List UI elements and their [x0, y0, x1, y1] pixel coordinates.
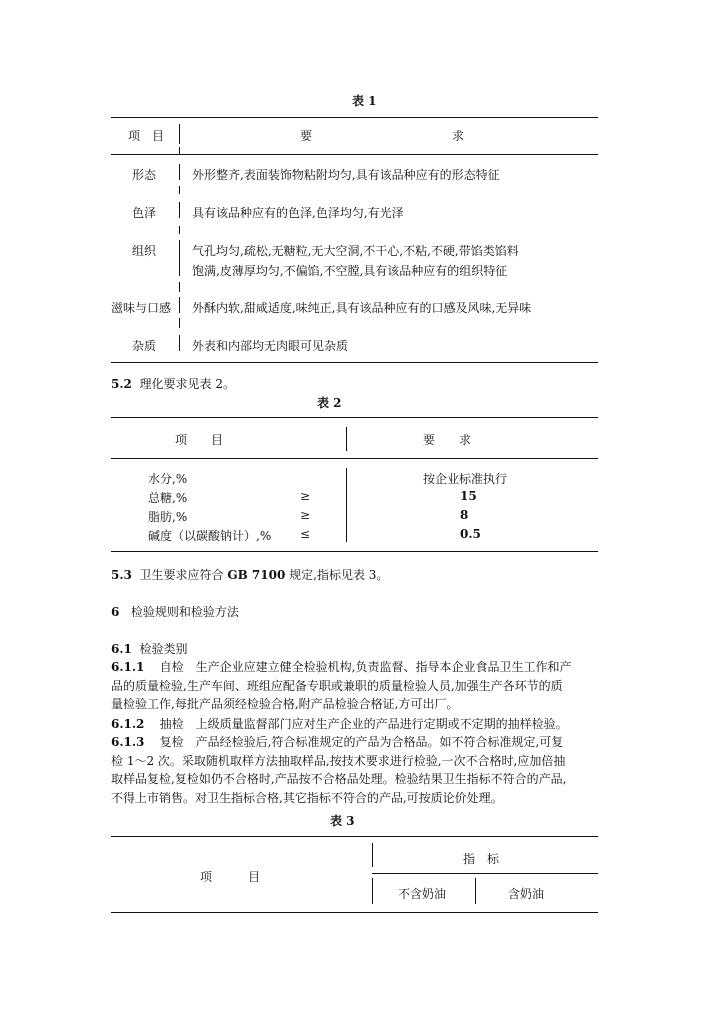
clause-6-1-3: [111, 733, 611, 807]
table1-row-item: 色泽: [132, 206, 157, 220]
table2-row-item: 脂肪,%: [148, 510, 188, 524]
standard-ref: GB 7100: [227, 568, 286, 582]
table3-col-divider: [372, 878, 373, 904]
table1-col-divider: [179, 335, 180, 351]
table2-row-value: 按企业标准执行: [423, 472, 508, 486]
table3-col-divider: [475, 878, 476, 904]
clause-5-2: [111, 375, 235, 392]
table2-row-item: 水分,%: [148, 472, 188, 486]
table2-header-item: 项 目: [175, 433, 224, 447]
table1-col-divider: [179, 147, 180, 155]
table2-bottom-rule: [111, 551, 598, 552]
table1-col-divider: [179, 164, 180, 180]
table1-row-text: 气孔均匀,疏松,无糖粒,无大空洞,不干心,不粘,不硬,带馅类馅料: [192, 244, 519, 258]
table1-row-text: 外酥内软,甜咸适度,味纯正,具有该品种应有的口感及风味,无异味: [192, 301, 532, 315]
table2-header-req: 要 求: [423, 433, 472, 447]
table1-col-divider: [179, 124, 180, 144]
clause-number: 6.1.2: [111, 717, 145, 731]
table3-subheader-rule: [372, 873, 598, 874]
clause-text: 规定,指标见表 3。: [285, 568, 389, 582]
table3-header-rule: [111, 912, 598, 913]
clause-line: 复检 产品经检验后,符合标准规定的产品为合格品。如不符合标准规定,可复: [159, 735, 564, 749]
clause-line: 检 1～2 次。采取随机取样方法抽取样品,按技术要求进行检验,一次不合格时,应加倍抽: [111, 753, 566, 768]
table1-col-divider: [179, 186, 180, 194]
table3-header-col-b: 含奶油: [508, 887, 545, 901]
table1-header-rule: [111, 154, 598, 155]
clause-number: 5.2: [111, 377, 132, 391]
table1-col-divider: [179, 318, 180, 328]
clause-5-3: [111, 566, 388, 583]
table2-row-op: ≤: [300, 527, 311, 541]
table2-top-rule: [111, 417, 598, 418]
table2-row-value: 0.5: [460, 527, 481, 541]
table2-row-item: 总糖,%: [148, 491, 188, 505]
table2-row-item: 碱度（以碳酸钠计）,%: [148, 529, 272, 543]
table1-row-text: 外表和内部均无肉眼可见杂质: [192, 339, 349, 353]
table2-row-value: 8: [460, 508, 469, 522]
clause-number: 6.1.1: [111, 660, 145, 674]
clause-6-1-1: [111, 658, 611, 714]
clause-title: 检验类别: [139, 642, 188, 656]
clause-line: 取样品复检,复检如仍不合格时,产品按不合格品处理。检验结果卫生指标不符合的产品,: [111, 772, 567, 786]
clause-number: 6.1.3: [111, 735, 145, 749]
clause-line: 量检验工作,每批产品须经检验合格,附产品检验合格证,方可出厂。: [111, 697, 459, 711]
table1-col-divider: [179, 240, 180, 276]
clause-6-1-2: [111, 715, 611, 734]
table1-col-divider: [179, 226, 180, 234]
clause-text: 卫生要求应符合: [139, 568, 228, 582]
clause-line: 自检 生产企业应建立健全检验机构,负责监督、指导本企业食品卫生工作和产: [159, 660, 572, 674]
clause-text: 理化要求见表 2。: [139, 377, 235, 391]
section-title: 检验规则和检验方法: [130, 605, 239, 619]
clause-line: 抽检 上级质量监督部门应对生产企业的产品进行定期或不定期的抽样检验。: [159, 717, 568, 731]
table1-top-rule: [111, 117, 598, 118]
clause-line: 不得上市销售。对卫生指标合格,其它指标不符合的产品,可按质论价处理。: [111, 790, 503, 805]
table1-row-text: 饱满,皮薄厚均匀,不偏馅,不空膛,具有该品种应有的组织特征: [192, 264, 508, 278]
section-6-heading: [111, 603, 239, 620]
table3-top-rule: [111, 836, 598, 837]
table3-title: 表 3: [330, 814, 355, 828]
table1-col-divider: [179, 297, 180, 313]
clause-6-1: [111, 640, 188, 657]
table1-header-req-a: 要: [300, 129, 313, 143]
table3-header-col-a: 不含奶油: [398, 887, 447, 901]
table1-bottom-rule: [111, 362, 598, 363]
table1-col-divider: [179, 202, 180, 218]
table1-row-item: 形态: [132, 168, 157, 182]
table1-row-item: 滋味与口感: [111, 301, 172, 315]
table3-col-divider: [372, 843, 373, 867]
table1-row-item: 组织: [132, 244, 157, 258]
table2-row-value: 15: [460, 489, 477, 503]
table1-header-req-b: 求: [452, 129, 465, 143]
table2-header-rule: [111, 458, 598, 459]
table2-col-divider: [346, 468, 347, 542]
clause-line: 品的质量检验,生产车间、班组应配备专职或兼职的质量检验人员,加强生产各环节的质: [111, 678, 563, 693]
table2-title: 表 2: [317, 396, 342, 410]
table1-row-text: 具有该品种应有的色泽,色泽均匀,有光泽: [192, 206, 404, 220]
table2-col-divider: [346, 427, 347, 451]
table1-row-text: 外形整齐,表面装饰物粘附均匀,具有该品种应有的形态特征: [192, 168, 500, 182]
section-number: 6: [111, 605, 120, 619]
table1-title: 表 1: [352, 94, 377, 108]
clause-number: 6.1: [111, 642, 132, 656]
table3-header-item: 项 目: [200, 870, 261, 884]
table1-col-divider: [179, 282, 180, 292]
table3-header-index: 指 标: [463, 852, 500, 866]
clause-number: 5.3: [111, 568, 132, 582]
table2-row-op: ≥: [300, 489, 311, 503]
table2-row-op: ≥: [300, 508, 311, 522]
table1-header-item: 项 目: [128, 129, 165, 143]
table1-row-item: 杂质: [132, 339, 157, 353]
